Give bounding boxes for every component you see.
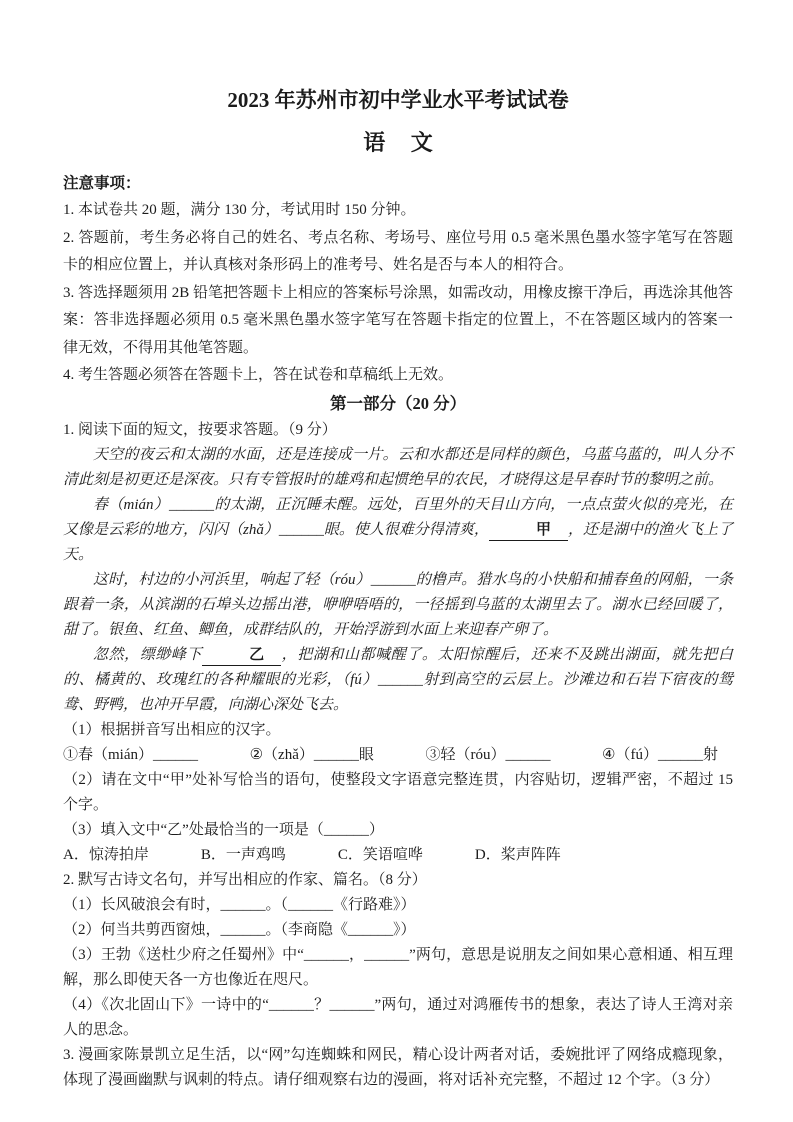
question-3-stem: 3. 漫画家陈景凯立足生活，以“网”勾连蜘蛛和网民，精心设计两者对话，委婉批评了网络成瘾现象，体现了漫画幽默与讽刺的特点。请仔细观察右边的漫画，将对话补充完整，不超过 12 个字。（3 分）	[63, 1046, 733, 1088]
notice-item-3: 3. 答选择题须用 2B 铅笔把答题卡上相应的答案标号涂黑，如需改动，用橡皮擦干净后，再选涂其他答案：答非选择题必须用 0.5 毫米黑色墨水签字笔写在答题卡指定的位置上，不在答题区域内的答案一律无效，不得用其他笔答题。	[63, 284, 734, 356]
pinyin-item-1: ①春（mián）______	[63, 746, 198, 763]
notice-item-1: 1. 本试卷共 20 题，满分 130 分，考试用时 150 分钟。	[63, 202, 416, 218]
passage-p2-text-after: ，还是湖中的渔火飞上了天。	[63, 521, 733, 563]
option-b: B．一声鸡鸣	[200, 846, 286, 863]
option-c: C．笑语喧哗	[337, 846, 423, 863]
question-2-stem: 2. 默写古诗文名句，并写出相应的作家、篇名。（8 分）	[63, 871, 427, 888]
pinyin-item-2: ②（zhǎ）______眼	[249, 746, 374, 763]
question-1-stem: 1. 阅读下面的短文，按要求答题。（9 分）	[63, 421, 337, 438]
notice-item-4: 4. 考生答题必须答在答题卡上，答在试卷和草稿纸上无效。	[63, 367, 454, 383]
question-2-item-3: （3）王勃《送杜少府之任蜀州》中“______，______”两句，意思是说朋友之间如果心意相通、相互理解，那么即使天各一方也像近在咫尺。	[63, 946, 733, 988]
page-title: 2023 年苏州市初中学业水平考试试卷	[227, 88, 569, 112]
blank-yi: 乙	[202, 646, 281, 666]
passage-paragraph-4	[63, 643, 733, 718]
option-d: D．桨声阵阵	[474, 846, 561, 863]
question-2-item-2: （2）何当共剪西窗烛，______。（李商隐《______》）	[63, 921, 416, 938]
option-a: A．惊涛拍岸	[63, 846, 149, 863]
subject-title: 语 文	[363, 130, 433, 155]
question-1-sub-2-stem: （2）请在文中“甲”处补写恰当的语句，使整段文字语意完整连贯，内容贴切，逻辑严密，不超过 15 个字。	[63, 771, 733, 813]
question-2-item-1: （1）长风破浪会有时，______。（______《行路难》）	[63, 896, 416, 913]
question-2-item-4: （4）《次北固山下》一诗中的“______？______”两句，通过对鸿雁传书的想象，表达了诗人王湾对亲人的思念。	[63, 996, 733, 1038]
pinyin-answer-row	[63, 743, 718, 768]
notice-heading: 注意事项：	[63, 175, 141, 192]
blank-jia: 甲	[489, 521, 568, 541]
question-1-sub-3-options	[63, 843, 733, 868]
passage-paragraph-3: 这时，村边的小河浜里，响起了轻（róu）______的橹声。猎水鸟的小快船和捕春鱼的网船，一条跟着一条，从滨湖的石埠头边摇出港，咿咿唔唔的，一径摇到乌蓝的太湖里去了。湖水已经回暖了，甜了。银鱼、红鱼、鲫鱼，成群结队的，开始浮游到水面上来迎春产卵了。	[63, 571, 733, 638]
passage-paragraph-2	[63, 493, 733, 568]
section-1-heading: 第一部分（20 分）	[329, 393, 467, 413]
notice-item-2: 2. 答题前，考生务必将自己的姓名、考点名称、考场号、座位号用 0.5 毫米黑色墨水签字笔写在答题卡的相应位置上，并认真核对条形码上的准考号、姓名是否与本人的相符合。	[63, 229, 733, 273]
passage-p4-text-before: 忽然，缥缈峰下	[93, 646, 203, 663]
pinyin-item-4: ④（fú）______射	[602, 746, 718, 763]
passage-paragraph-1: 天空的夜云和太湖的水面，还是连接成一片。云和水都还是同样的颜色，乌蓝乌蓝的，叫人分不清此刻是初更还是深夜。只有专管报时的雄鸡和起惯绝早的农民，才晓得这是早春时节的黎明之前。	[63, 446, 733, 488]
question-1-sub-1-stem: （1）根据拼音写出相应的汉字。	[63, 721, 281, 738]
passage-p4-text-after: ，把湖和山都喊醒了。太阳惊醒后，还来不及跳出湖面，就先把白的、橘黄的、玫瑰红的各种耀眼的光彩，（fú）______射到高空的云层上。沙滩边和石岩下宿夜的鸳鸯、野鸭，也冲开早霞，向湖心深处飞去。	[63, 646, 733, 713]
question-1-sub-3-stem: （3）填入文中“乙”处最恰当的一项是（______）	[63, 821, 384, 838]
passage-p2-text-before: 春（mián）______的太湖，正沉睡未醒。远处，百里外的天目山方向，一点点萤火似的亮光，在又像是云彩的地方，闪闪（zhǎ）______眼。使人很难分得清爽，	[63, 496, 733, 538]
pinyin-item-3: ③轻（róu）______	[425, 746, 551, 763]
